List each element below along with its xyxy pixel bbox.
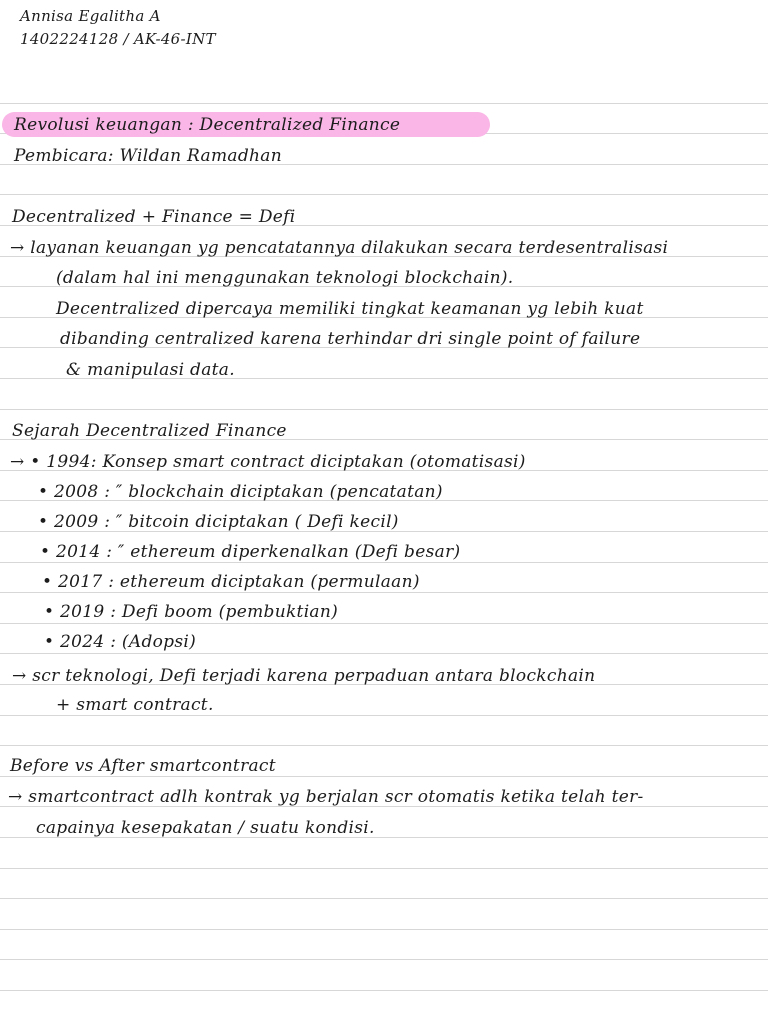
ruled-line [0,929,768,930]
ruled-line [0,745,768,746]
history-item: • 2017 : ethereum diciptakan (permulaan) [42,572,420,592]
defi-line: Decentralized dipercaya memiliki tingkat keamanan yg lebih kuat [56,299,644,319]
history-item: • 2019 : Defi boom (pembuktian) [44,602,339,622]
ruled-line [0,776,768,777]
ruled-line [0,990,768,991]
defi-line: dibanding centralized karena terhindar dri single point of failure [60,329,641,349]
history-item: • 2008 : ″ blockchain diciptakan (pencatatan) [38,482,443,502]
ruled-line [0,868,768,869]
ruled-line [0,653,768,654]
smartcontract-heading: Before vs After smartcontract [10,756,276,776]
page-title: Revolusi keuangan : Decentralized Finance [14,115,401,135]
history-conclusion: → scr teknologi, Defi terjadi karena perpaduan antara blockchain [12,666,596,686]
ruled-line [0,715,768,716]
history-heading: Sejarah Decentralized Finance [12,421,287,441]
speaker-line: Pembicara: Wildan Ramadhan [14,146,282,166]
ruled-line [0,898,768,899]
history-item: • 2024 : (Adopsi) [44,632,197,652]
history-item: • 2014 : ″ ethereum diperkenalkan (Defi besar) [40,542,461,562]
defi-line: (dalam hal ini menggunakan teknologi blockchain). [56,268,514,288]
smartcontract-line: → smartcontract adlh kontrak yg berjalan scr otomatis ketika telah ter- [8,787,644,807]
ruled-line [0,959,768,960]
history-item: → • 1994: Konsep smart contract diciptakan (otomatisasi) [10,452,526,472]
ruled-line [0,562,768,563]
ruled-line [0,194,768,195]
history-item: • 2009 : ″ bitcoin diciptakan ( Defi kecil) [38,512,399,532]
ruled-line [0,409,768,410]
author-name: Annisa Egalitha A [20,7,161,25]
history-conclusion: + smart contract. [56,695,214,715]
ruled-line [0,103,768,104]
student-id-class: 1402224128 / AK-46-INT [20,30,216,48]
ruled-line [0,592,768,593]
ruled-line [0,623,768,624]
defi-heading: Decentralized + Finance = Defi [12,207,296,227]
defi-line: → layanan keuangan yg pencatatannya dilakukan secara terdesentralisasi [10,238,669,258]
defi-line: & manipulasi data. [66,360,235,380]
smartcontract-line: capainya kesepakatan / suatu kondisi. [36,818,375,838]
